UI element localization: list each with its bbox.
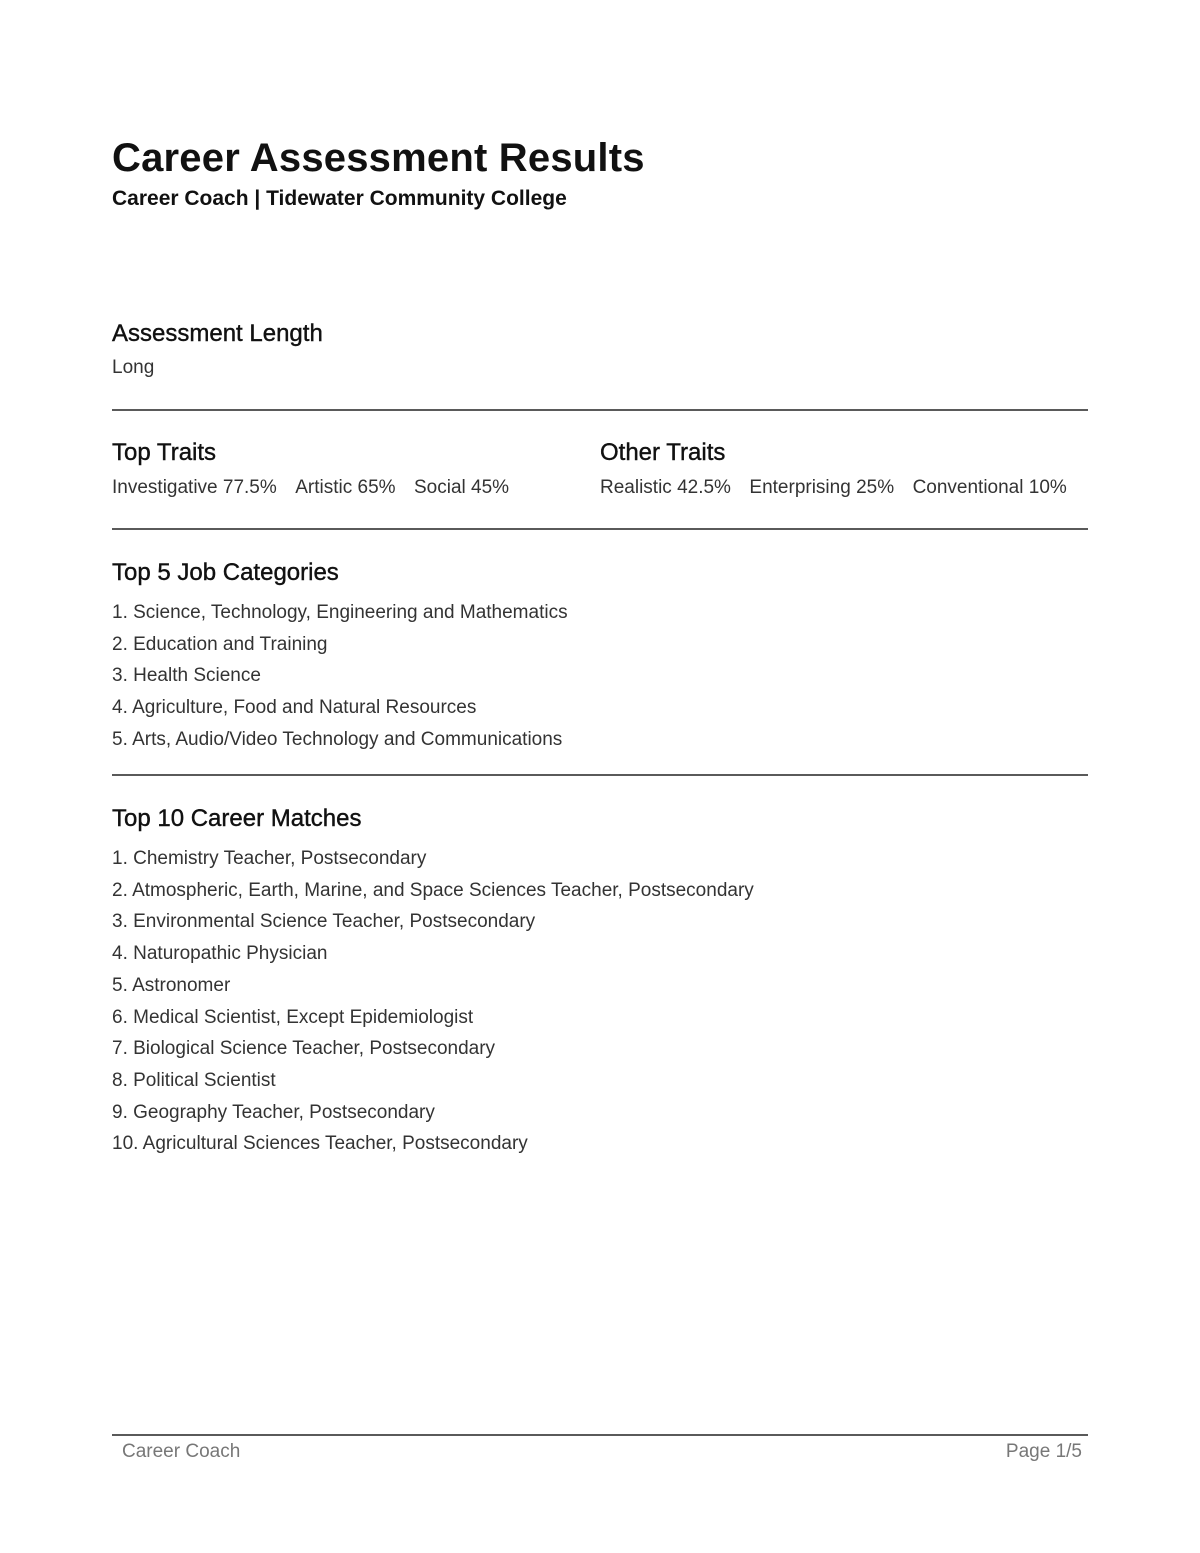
trait-realistic: Realistic 42.5%: [600, 477, 731, 498]
document-page: [112, 0, 1088, 1553]
divider: [112, 774, 1088, 776]
trait-social: Social 45%: [413, 477, 510, 498]
footer-divider: [112, 1434, 1088, 1436]
divider: [112, 409, 1088, 411]
assessment-length-section: [112, 320, 323, 379]
list-item: 8. Political Scientist: [112, 1069, 276, 1091]
list-item: 4. Agriculture, Food and Natural Resources: [112, 697, 477, 719]
list-item: 7. Biological Science Teacher, Postsecondary: [112, 1038, 496, 1060]
list-item: 2. Atmospheric, Earth, Marine, and Space Sciences Teacher, Postsecondary: [112, 879, 754, 901]
top-traits: [112, 439, 523, 499]
list-item: 4. Naturopathic Physician: [112, 943, 328, 965]
career-matches-section: [112, 805, 754, 1160]
other-traits: [600, 439, 1081, 499]
assessment-length-value: Long: [112, 357, 155, 378]
list-item: 2. Education and Training: [112, 633, 328, 655]
other-traits-heading: Other Traits: [600, 439, 726, 466]
job-categories-heading: Top 5 Job Categories: [112, 559, 339, 586]
assessment-length-heading: Assessment Length: [112, 320, 323, 347]
list-item: 5. Astronomer: [112, 974, 231, 996]
list-item: 10. Agricultural Sciences Teacher, Postsecondary: [112, 1133, 528, 1155]
job-categories-section: [112, 559, 568, 756]
list-item: 9. Geography Teacher, Postsecondary: [112, 1101, 435, 1123]
list-item: 5. Arts, Audio/Video Technology and Communications: [112, 728, 563, 750]
top-traits-heading: Top Traits: [112, 439, 217, 466]
page-title: Career Assessment Results: [112, 136, 645, 180]
page-number: Page 1/5: [1005, 1441, 1082, 1462]
list-item: 3. Environmental Science Teacher, Postsecondary: [112, 911, 536, 933]
job-categories-list: [112, 597, 568, 756]
top-traits-list: [112, 477, 523, 499]
trait-investigative: Investigative 77.5%: [112, 477, 277, 498]
footer-brand: Career Coach: [122, 1441, 241, 1462]
page-subtitle: Career Coach | Tidewater Community College: [112, 187, 567, 210]
trait-artistic: Artistic 65%: [295, 477, 396, 498]
list-item: 6. Medical Scientist, Except Epidemiologist: [112, 1006, 474, 1028]
other-traits-list: [600, 477, 1081, 499]
career-matches-list: [112, 843, 754, 1160]
divider: [112, 528, 1088, 530]
trait-conventional: Conventional 10%: [912, 477, 1067, 498]
career-matches-heading: Top 10 Career Matches: [112, 805, 362, 832]
trait-enterprising: Enterprising 25%: [749, 477, 895, 498]
list-item: 1. Chemistry Teacher, Postsecondary: [112, 848, 427, 869]
list-item: 3. Health Science: [112, 665, 261, 687]
list-item: 1. Science, Technology, Engineering and Mathematics: [112, 602, 568, 623]
